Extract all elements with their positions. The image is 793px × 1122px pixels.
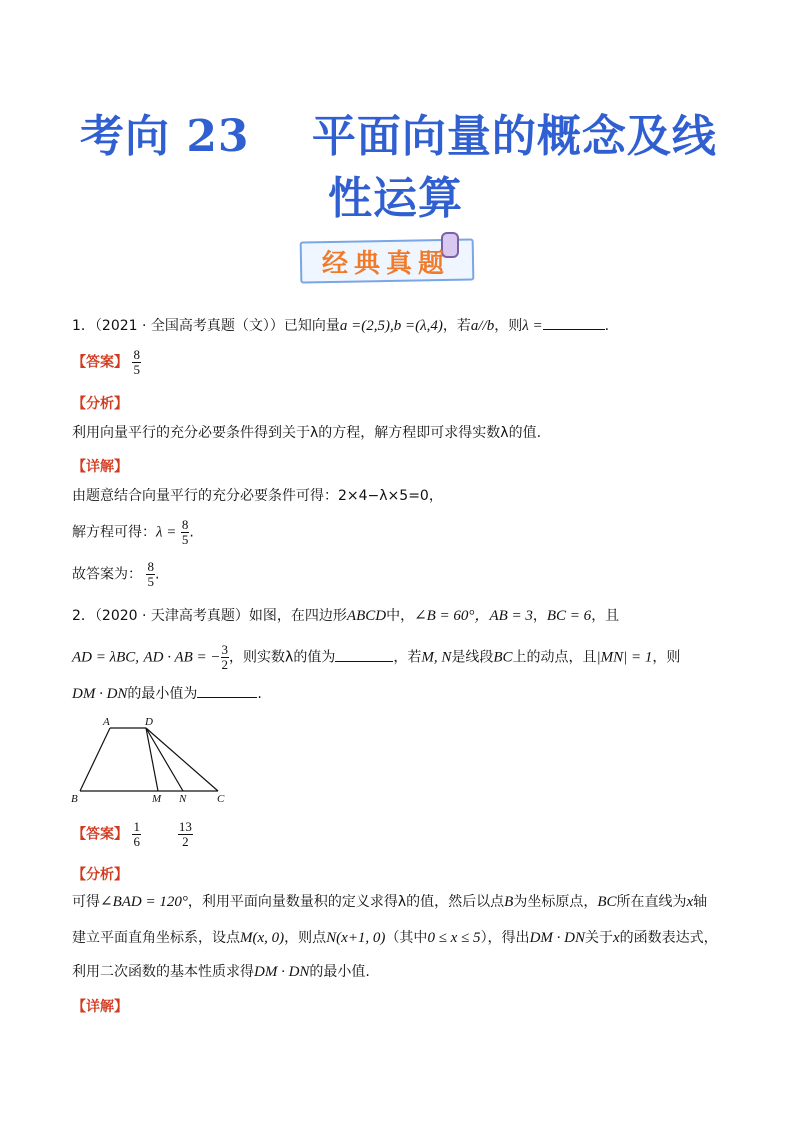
q1-detail-line2: 解方程可得：λ = $\frac{8}{5}$ .: [72, 517, 194, 547]
title-topic-number: 考向 23: [80, 111, 250, 162]
parallel-condition: a//b: [470, 318, 495, 334]
question-2: 2．（2020 · 天津高考真题）如图，在四边形ABCD中，∠B = 60°，AB = 3，BC = 6，且: [72, 608, 620, 624]
answer-tag: 【答案】: [72, 354, 128, 371]
q2-analysis-line3: 利用二次函数的基本性质求得DM · DN的最小值.: [72, 964, 370, 980]
page-title-line1: [80, 100, 717, 164]
q1-answer: [72, 348, 141, 377]
question-source: （2020 · 天津高考真题）: [94, 608, 249, 624]
q1-detail-tag: 【详解】: [72, 459, 128, 475]
label-m: M: [152, 793, 162, 805]
section-badge: [298, 232, 474, 282]
question-2-line3: DM · DN的最小值为 .: [72, 686, 262, 702]
label-b: B: [71, 793, 78, 805]
q1-detail-line3: 故答案为： $\frac{8}{5}$ .: [72, 559, 160, 589]
title-topic-name: 平面向量的概念及线: [311, 111, 717, 162]
answer-fraction-1: $\frac{1}{6}$: [133, 819, 140, 849]
answer-blank-1[interactable]: [335, 648, 393, 662]
label-n: N: [179, 793, 187, 805]
page-title-line2: 性运算: [328, 173, 463, 224]
answer-blank-2[interactable]: [197, 684, 257, 698]
vector-a: a =(2,5),: [339, 318, 394, 334]
quadrilateral-figure: [66, 714, 238, 806]
question-source: （2021 · 全国高考真题（文））: [94, 318, 284, 334]
answer-fraction-2: $\frac{13}{2}$: [178, 819, 192, 849]
label-d: D: [145, 716, 153, 728]
vector-b: b =(λ,4): [393, 318, 443, 334]
question-number: 1．: [72, 318, 95, 334]
question-2-line2: AD = λBC, AD · AB = − $\frac{3}{2}$ ，则实数λ的值为 ，若M, N是线段BC上的动点，且|MN| = 1，则: [72, 642, 681, 672]
q2-analysis-line1: 可得∠BAD = 120°，利用平面向量数量积的定义求得λ的值，然后以点B为坐标原点，BC所在直线为x轴: [72, 894, 708, 910]
question-number: 2．: [72, 608, 95, 624]
q1-analysis-tag: 【分析】: [72, 396, 128, 412]
q2-analysis-line2: 建立平面直角坐标系，设点M(x, 0)，则点N(x+1, 0)（其中0 ≤ x ≤ 5），得出DM · DN关于x的函数表达式，: [72, 930, 718, 946]
answer-blank[interactable]: [543, 316, 605, 330]
badge-label: 经典真题: [322, 249, 451, 279]
q1-analysis-text: 利用向量平行的充分必要条件得到关于λ的方程，解方程即可求得实数λ的值.: [72, 425, 542, 441]
q1-detail-line1: 由题意结合向量平行的充分必要条件可得：2×4−λ×5=0，: [72, 488, 443, 504]
q2-detail-tag: 【详解】: [72, 999, 128, 1015]
q2-answer: [72, 820, 193, 849]
label-a: A: [103, 716, 110, 728]
answer-tag: 【答案】: [72, 826, 128, 843]
edge-ab: [80, 728, 110, 791]
question-1: 1．（2021 · 全国高考真题（文））已知向量a =(2,5),b =(λ,4)，若a//b，则λ = .: [72, 318, 610, 334]
q2-analysis-tag: 【分析】: [72, 867, 128, 883]
label-c: C: [217, 793, 225, 805]
answer-fraction: $\frac{8}{5}$: [133, 347, 140, 377]
